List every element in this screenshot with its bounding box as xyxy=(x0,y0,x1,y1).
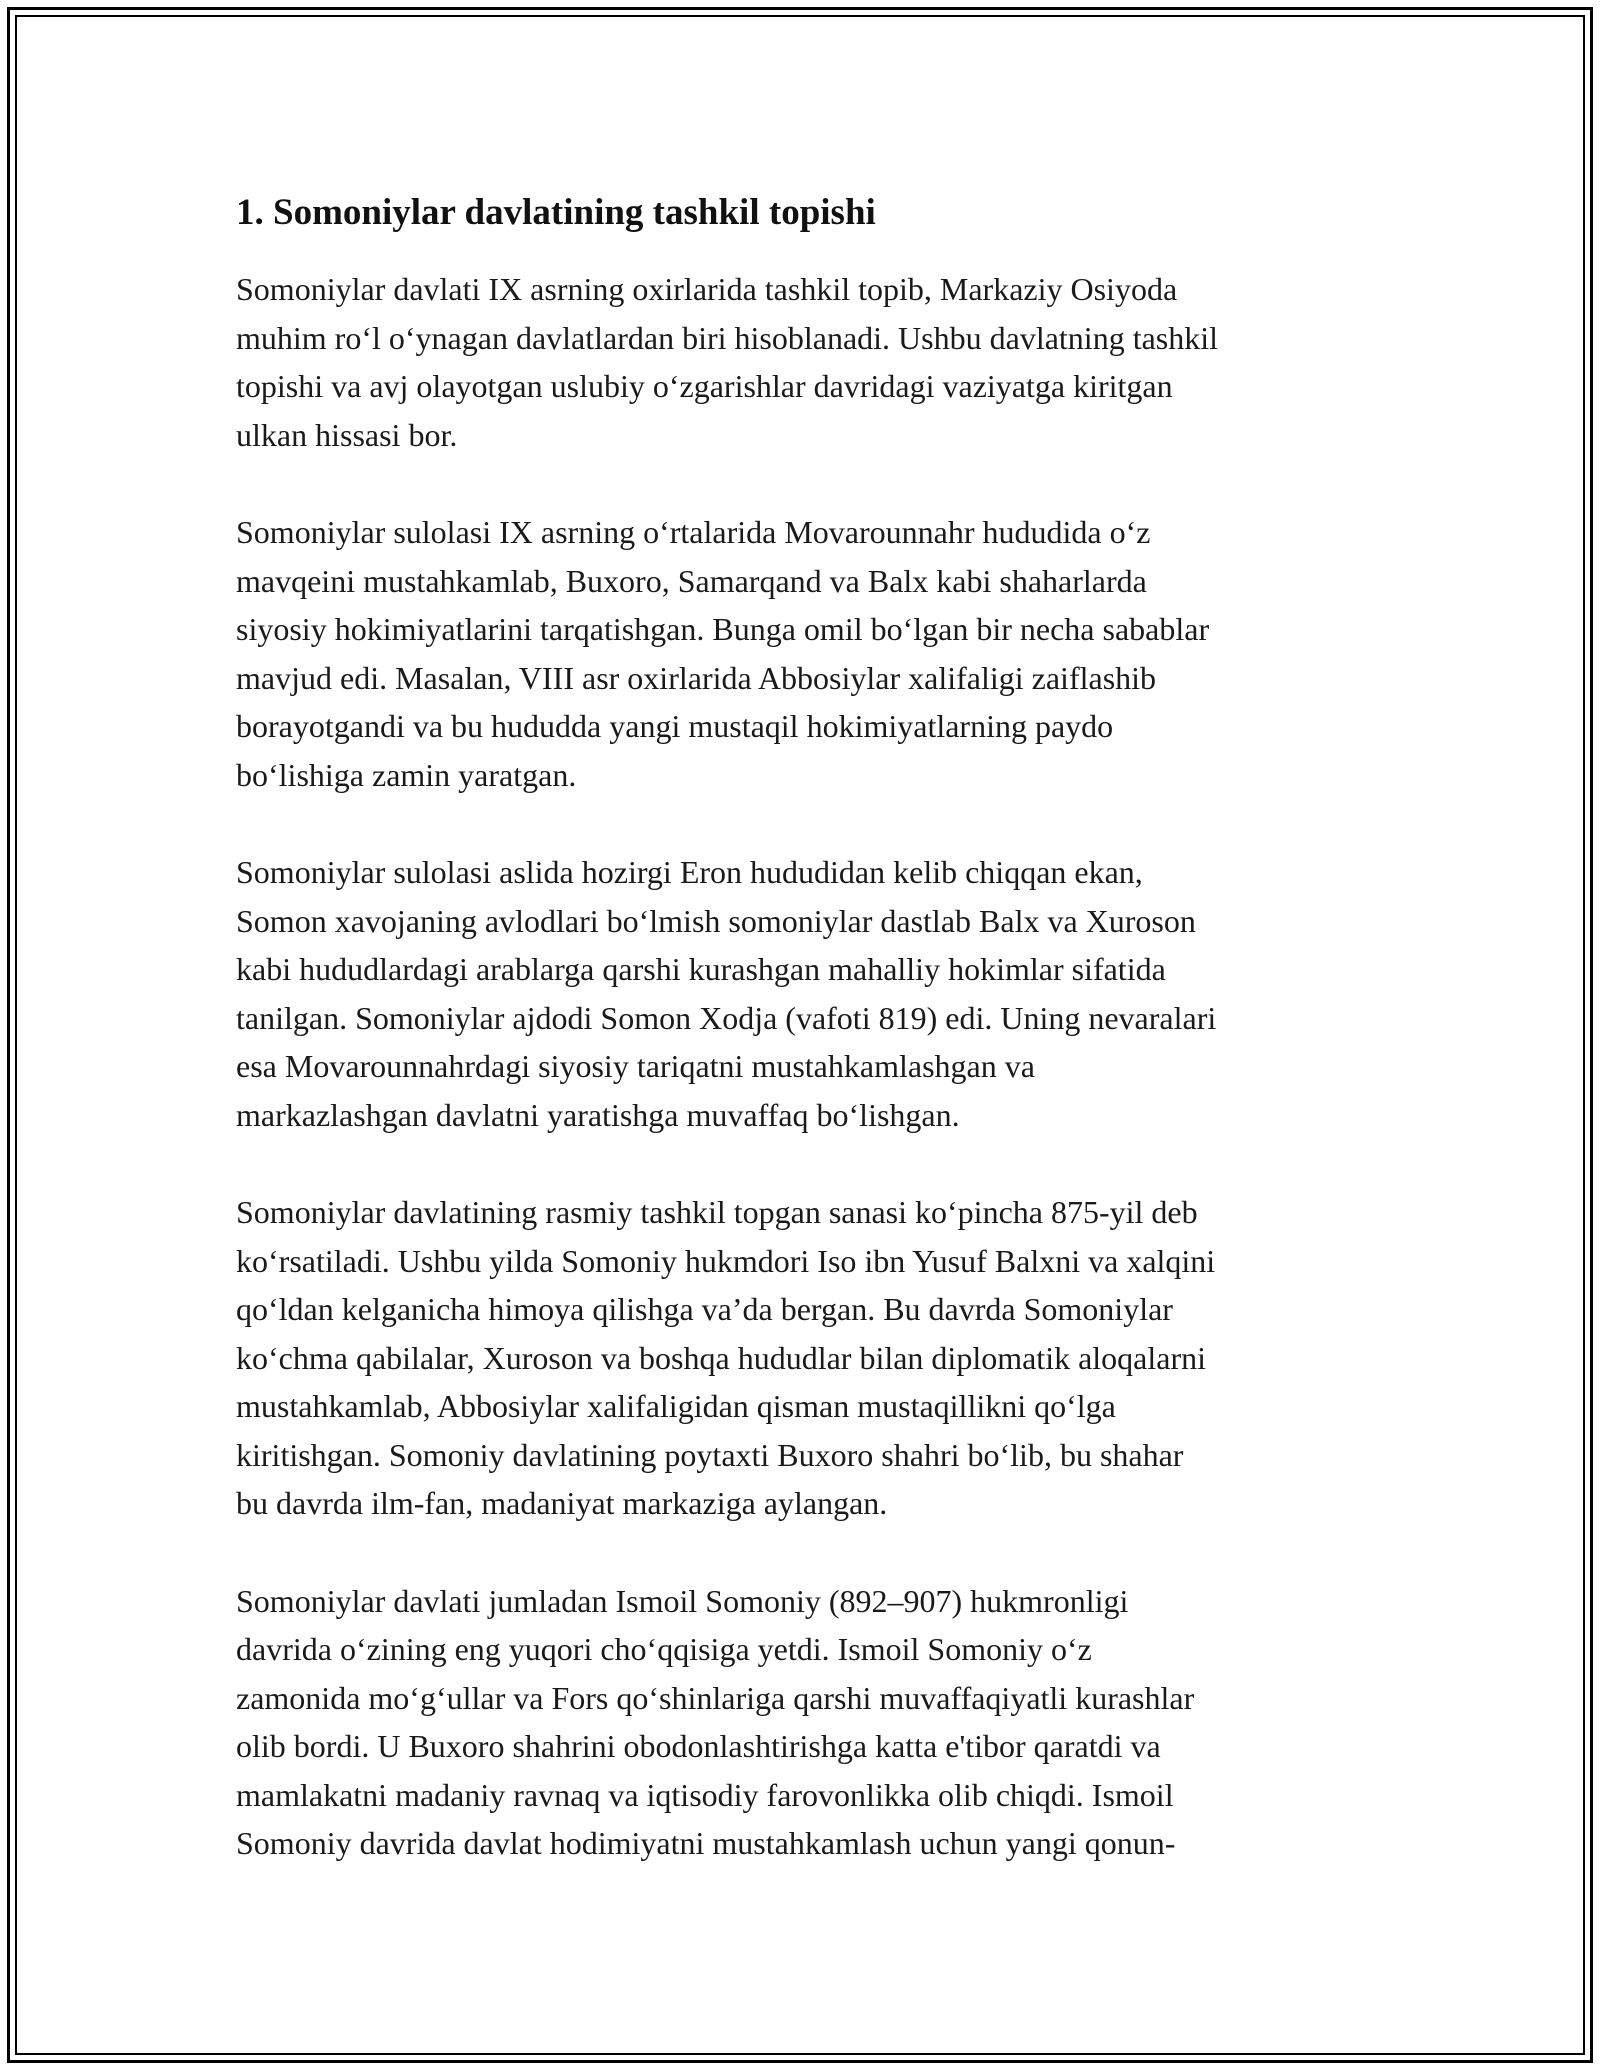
text-line: mamlakatni madaniy ravnaq va iqtisodiy farovonlikka olib chiqdi. Ismoil xyxy=(236,1776,1174,1813)
text-line: qoʻldan kelganicha himoya qilishga vaʼda bergan. Bu davrda Somoniylar xyxy=(236,1291,1173,1327)
text-line: zamonida moʻgʻullar va Fors qoʻshinlariga qarshi muvaffaqiyatli kurashlar xyxy=(236,1679,1195,1716)
text-line: Somoniylar sulolasi IX asrning oʻrtalarida Movarounnahr hududida oʻz xyxy=(236,514,1151,550)
text-line: Somoniylar davlati jumladan Ismoil Somoniy (892–907) hukmronligi xyxy=(236,1582,1129,1619)
text-line: mavqeini mustahkamlab, Buxoro, Samarqand va Balx kabi shaharlarda xyxy=(236,562,1147,599)
text-line: mavjud edi. Masalan, VIII asr oxirlarida Abbosiylar xalifaligi zaiflashib xyxy=(236,659,1157,696)
text-line: markazlashgan davlatni yaratishga muvaffaq boʻlishgan. xyxy=(236,1096,960,1133)
text-line: koʻrsatiladi. Ushbu yilda Somoniy hukmdori Iso ibn Yusuf Balxni va xalqini xyxy=(236,1242,1216,1279)
text-line: kiritishgan. Somoniy davlatining poytaxti Buxoro shahri boʻlib, bu shahar xyxy=(236,1436,1184,1473)
paragraph-5 xyxy=(236,1577,1376,1868)
section-title: 1. Somoniylar davlatining tashkil topishi xyxy=(236,192,876,233)
text-line: Somoniy davrida davlat hodimiyatni mustahkamlash uchun yangi qonun- xyxy=(236,1825,1176,1861)
text-line: olib bordi. U Buxoro shahrini obodonlashtirishga katta e'tibor qaratdi va xyxy=(236,1728,1161,1764)
text-line: tanilgan. Somoniylar ajdodi Somon Xodja (vafoti 819) edi. Uning nevaralari xyxy=(236,999,1217,1036)
paragraph-3 xyxy=(236,848,1376,1139)
paragraph-2 xyxy=(236,508,1376,799)
text-line: siyosiy hokimiyatlarini tarqatishgan. Bunga omil boʻlgan bir necha sabablar xyxy=(236,611,1210,647)
paragraph-1 xyxy=(236,265,1376,459)
text-line: Somoniylar davlati IX asrning oxirlarida tashkil topib, Markaziy Osiyoda xyxy=(236,271,1178,307)
paragraph-4 xyxy=(236,1188,1376,1528)
text-line: topishi va avj olayotgan uslubiy oʻzgarishlar davridagi vaziyatga kiritgan xyxy=(236,368,1173,404)
text-line: kabi hududlardagi arablarga qarshi kurashgan mahalliy hokimlar sifatida xyxy=(236,951,1166,987)
text-line: davrida oʻzining eng yuqori choʻqqisiga yetdi. Ismoil Somoniy oʻz xyxy=(236,1631,1092,1667)
text-line: koʻchma qabilalar, Xuroson va boshqa hududlar bilan diplomatik aloqalarni xyxy=(236,1339,1207,1376)
text-line: bu davrda ilm-fan, madaniyat markaziga aylangan. xyxy=(236,1485,888,1521)
text-line: borayotgandi va bu hududda yangi mustaqil hokimiyatlarning paydo xyxy=(236,708,1114,744)
text-line: mustahkamlab, Abbosiylar xalifaligidan qisman mustaqillikni qoʻlga xyxy=(236,1388,1116,1424)
text-line: Somon xavojaning avlodlari boʻlmish somoniylar dastlab Balx va Xuroson xyxy=(236,902,1196,939)
text-line: Somoniylar sulolasi aslida hozirgi Eron hududidan kelib chiqqan ekan, xyxy=(236,854,1143,890)
text-line: muhim roʻl oʻynagan davlatlardan biri hisoblanadi. Ushbu davlatning tashkil xyxy=(236,319,1219,356)
text-line: boʻlishiga zamin yaratgan. xyxy=(236,756,577,793)
text-line: Somoniylar davlatining rasmiy tashkil topgan sanasi koʻpincha 875-yil deb xyxy=(236,1194,1198,1230)
text-line: esa Movarounnahrdagi siyosiy tariqatni mustahkamlashgan va xyxy=(236,1048,1035,1084)
text-line: ulkan hissasi bor. xyxy=(236,416,458,453)
document-page xyxy=(236,186,1376,1917)
